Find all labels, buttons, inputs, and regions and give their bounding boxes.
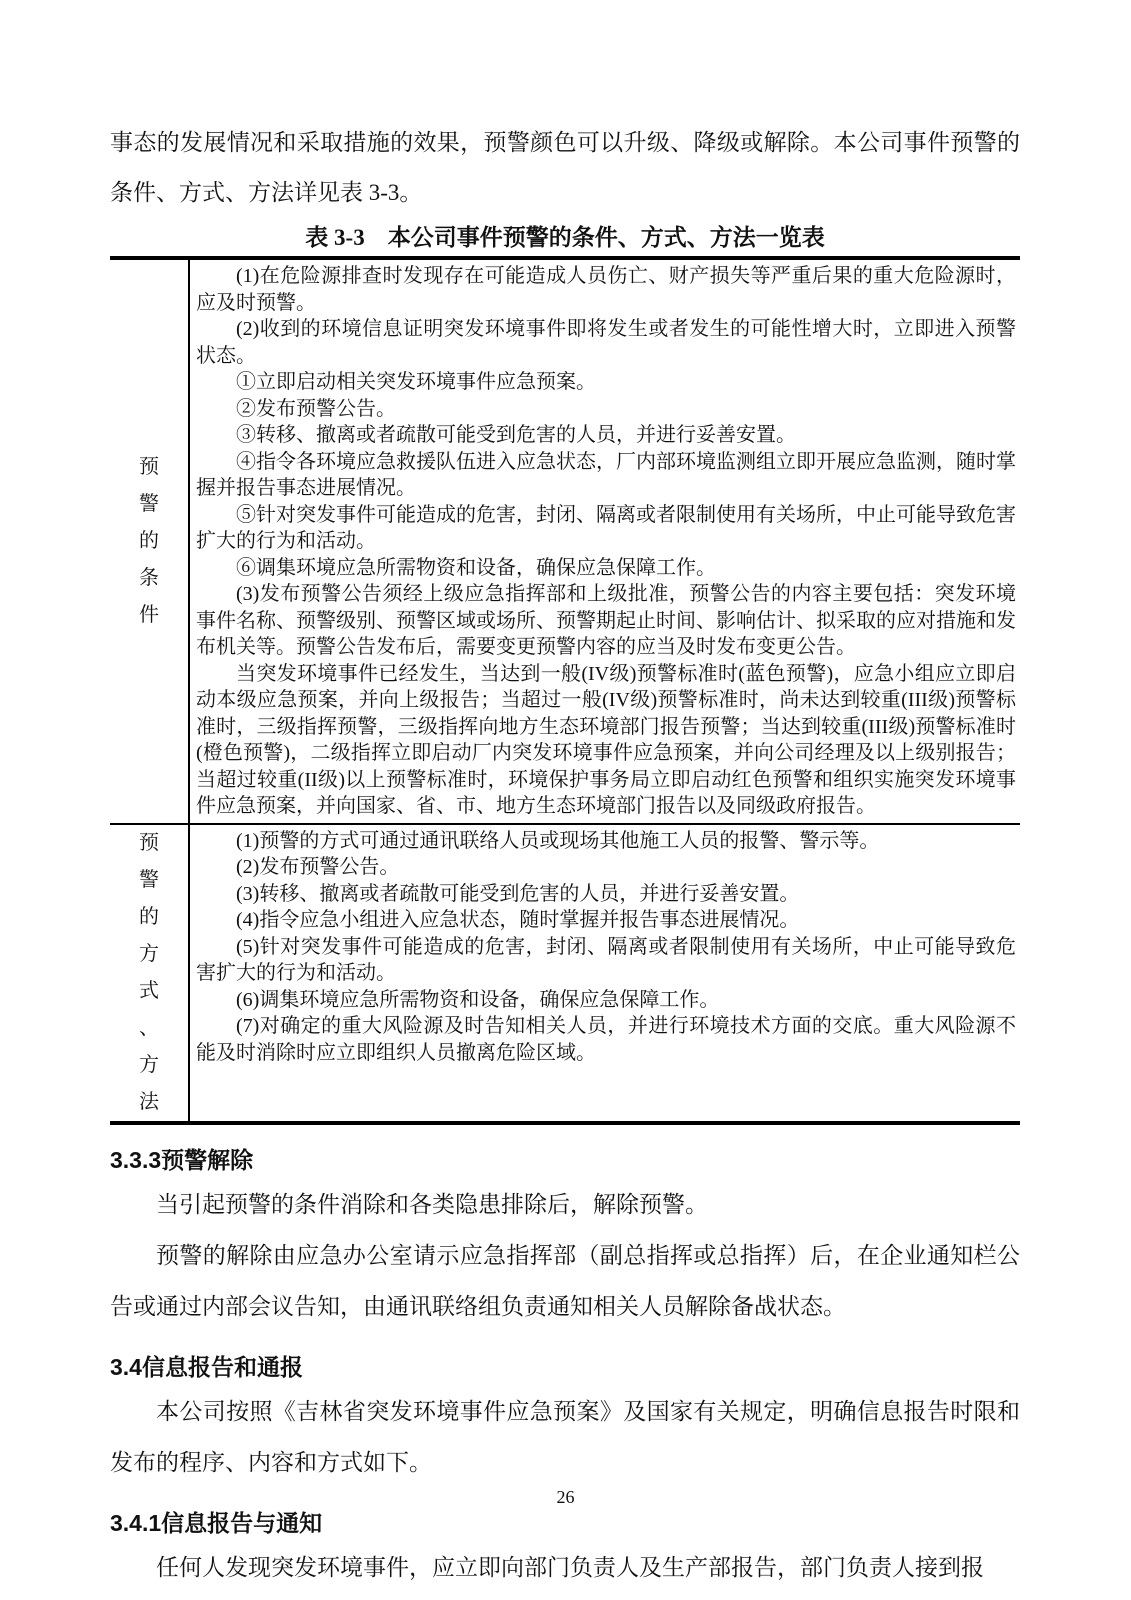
section-paragraph: 当引起预警的条件消除和各类隐患排除后，解除预警。: [156, 1191, 708, 1217]
table-paragraph: (1)在危险源排查时发现存在可能造成人员伤亡、财产损失等严重后果的重大危险源时，应及时预警。: [196, 265, 1016, 314]
table-caption: 表 3-3 本公司事件预警的条件、方式、方法一览表: [305, 225, 825, 250]
warning-table: [110, 256, 1020, 1125]
section-heading-341: 3.4.1信息报告与通知: [110, 1509, 323, 1536]
row-header-label: 预警的方式、方法: [139, 831, 159, 1113]
table-paragraph: 当突发环境事件已经发生，当达到一般(IV级)预警标准时(蓝色预警)，应急小组应立即启动本级应急预案，并向上级报告；当超过一般(IV级)预警标准时，尚未达到较重(III级)预警标准时，三级指挥预警，三级指挥向地方生态环境部门报告预警；当达到较重(III级)预警标准时(橙色预警)，二级指挥立即启动厂内突发环境事件应急预案，并向公司经理及以上级别报告；当超过较重(II级)以上预警标准时，环境保护事务局立即启动红色预警和组织实施突发环境事件应急预案，并向国家、省、市、地方生态环境部门报告以及同级政府报告。: [196, 662, 1016, 817]
table-paragraph: (1)预警的方式可通过通讯联络人员或现场其他施工人员的报警、警示等。: [236, 829, 880, 852]
section-paragraph: 本公司按照《吉林省突发环境事件应急预案》及国家有关规定，明确信息报告时限和发布的程序、内容和方式如下。: [110, 1398, 1020, 1475]
section-paragraph: 预警的解除由应急办公室请示应急指挥部（副总指挥或总指挥）后，在企业通知栏公告或通过内部会议告知，由通讯联络组负责通知相关人员解除备战状态。: [110, 1242, 1020, 1319]
table-paragraph: ⑥调集环境应急所需物资和设备，确保应急保障工作。: [236, 556, 716, 579]
intro-paragraph: 事态的发展情况和采取措施的效果，预警颜色可以升级、降级或解除。本公司事件预警的条件、方式、方法详见表 3-3。: [110, 130, 1020, 205]
row-header-cell: [110, 260, 190, 823]
page-number: 26: [556, 1487, 575, 1507]
table-paragraph: ⑤针对突发事件可能造成的危害，封闭、隔离或者限制使用有关场所，中止可能导致危害扩大的行为和活动。: [196, 503, 1016, 552]
table-row-methods: [110, 823, 1020, 1121]
row-header-label: 预警的条件: [139, 455, 159, 626]
row-content-cell: [190, 825, 1020, 1121]
table-paragraph: (2)收到的环境信息证明突发环境事件即将发生或者发生的可能性增大时，立即进入预警状态。: [196, 318, 1016, 367]
table-paragraph: (2)发布预警公告。: [236, 856, 400, 878]
table-paragraph: (4)指令应急小组进入应急状态，随时掌握并报告事态进展情况。: [236, 909, 800, 931]
table-paragraph: (7)对确定的重大风险源及时告知相关人员，并进行环境技术方面的交底。重大风险源不能及时消除时应立即组织人员撤离危险区域。: [196, 1015, 1016, 1064]
row-content-cell: [190, 260, 1020, 823]
section-heading-34: 3.4信息报告和通报: [110, 1353, 303, 1380]
table-paragraph: (6)调集环境应急所需物资和设备，确保应急保障工作。: [236, 988, 720, 1011]
table-paragraph: ④指令各环境应急救援队伍进入应急状态，厂内部环境监测组立即开展应急监测，随时掌握并报告事态进展情况。: [196, 450, 1016, 499]
section-paragraph: 任何人发现突发环境事件，应立即向部门负责人及生产部报告，部门负责人接到报: [156, 1554, 984, 1580]
section-heading-333: 3.3.3预警解除: [110, 1146, 254, 1173]
table-paragraph: ②发布预警公告。: [236, 397, 396, 420]
table-paragraph: ③转移、撤离或者疏散可能受到危害的人员，并进行妥善安置。: [236, 424, 796, 446]
table-row-conditions: [110, 260, 1020, 823]
table-paragraph: ①立即启动相关突发环境事件应急预案。: [236, 371, 596, 393]
table-paragraph: (3)发布预警公告须经上级应急指挥部和上级批准，预警公告的内容主要包括：突发环境事件名称、预警级别、预警区域或场所、预警期起止时间、影响估计、拟采取的应对措施和发布机关等。预警公告发布后，需要变更预警内容的应当及时发布变更公告。: [196, 583, 1016, 658]
table-paragraph: (3)转移、撤离或者疏散可能受到危害的人员，并进行妥善安置。: [236, 882, 800, 905]
row-header-cell: [110, 825, 190, 1121]
table-paragraph: (5)针对突发事件可能造成的危害，封闭、隔离或者限制使用有关场所，中止可能导致危害扩大的行为和活动。: [196, 935, 1016, 984]
